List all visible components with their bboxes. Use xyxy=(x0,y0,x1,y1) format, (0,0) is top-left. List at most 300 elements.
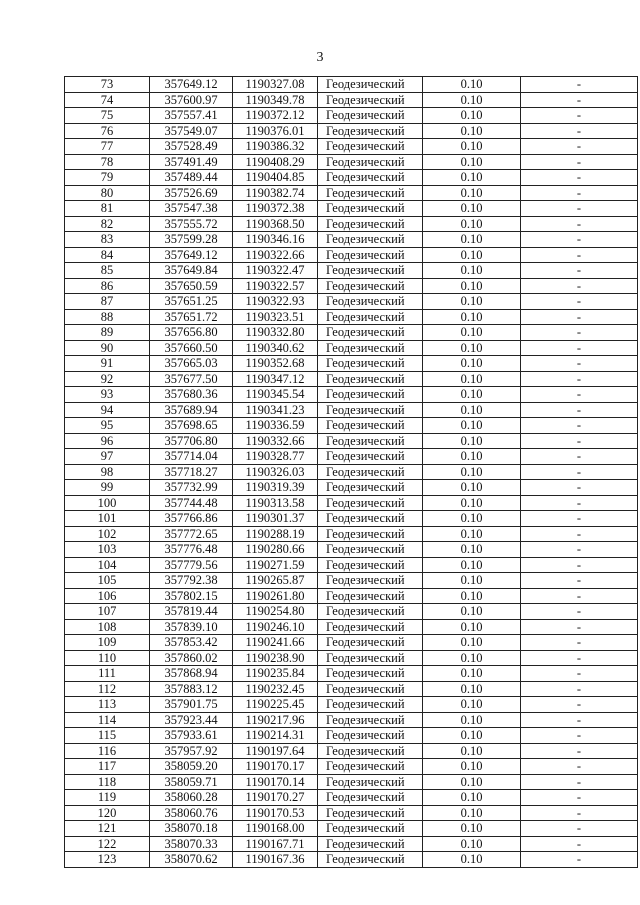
x-coordinate-cell: 358070.18 xyxy=(150,821,233,837)
point-number-cell: 99 xyxy=(65,480,150,496)
note-cell: - xyxy=(521,108,638,124)
x-coordinate-cell: 357660.50 xyxy=(150,340,233,356)
point-number-cell: 114 xyxy=(65,712,150,728)
method-cell: Геодезический xyxy=(318,123,423,139)
table-row xyxy=(65,123,638,139)
y-coordinate-cell: 1190170.17 xyxy=(233,759,318,775)
x-coordinate-cell: 357933.61 xyxy=(150,728,233,744)
point-number-cell: 82 xyxy=(65,216,150,232)
point-number-cell: 96 xyxy=(65,433,150,449)
table-row xyxy=(65,852,638,868)
note-cell: - xyxy=(521,650,638,666)
note-cell: - xyxy=(521,712,638,728)
accuracy-cell: 0.10 xyxy=(423,139,521,155)
method-cell: Геодезический xyxy=(318,247,423,263)
method-cell: Геодезический xyxy=(318,433,423,449)
x-coordinate-cell: 357776.48 xyxy=(150,542,233,558)
method-cell: Геодезический xyxy=(318,635,423,651)
y-coordinate-cell: 1190170.27 xyxy=(233,790,318,806)
x-coordinate-cell: 357651.72 xyxy=(150,309,233,325)
y-coordinate-cell: 1190341.23 xyxy=(233,402,318,418)
y-coordinate-cell: 1190346.16 xyxy=(233,232,318,248)
y-coordinate-cell: 1190327.08 xyxy=(233,77,318,93)
note-cell: - xyxy=(521,232,638,248)
x-coordinate-cell: 357868.94 xyxy=(150,666,233,682)
method-cell: Геодезический xyxy=(318,232,423,248)
accuracy-cell: 0.10 xyxy=(423,309,521,325)
y-coordinate-cell: 1190167.71 xyxy=(233,836,318,852)
table-row xyxy=(65,449,638,465)
y-coordinate-cell: 1190332.66 xyxy=(233,433,318,449)
point-number-cell: 76 xyxy=(65,123,150,139)
method-cell: Геодезический xyxy=(318,821,423,837)
note-cell: - xyxy=(521,464,638,480)
note-cell: - xyxy=(521,805,638,821)
method-cell: Геодезический xyxy=(318,728,423,744)
table-row xyxy=(65,526,638,542)
accuracy-cell: 0.10 xyxy=(423,821,521,837)
point-number-cell: 78 xyxy=(65,154,150,170)
method-cell: Геодезический xyxy=(318,92,423,108)
y-coordinate-cell: 1190386.32 xyxy=(233,139,318,155)
accuracy-cell: 0.10 xyxy=(423,263,521,279)
x-coordinate-cell: 357677.50 xyxy=(150,371,233,387)
point-number-cell: 86 xyxy=(65,278,150,294)
table-row xyxy=(65,495,638,511)
method-cell: Геодезический xyxy=(318,805,423,821)
x-coordinate-cell: 357957.92 xyxy=(150,743,233,759)
method-cell: Геодезический xyxy=(318,418,423,434)
point-number-cell: 90 xyxy=(65,340,150,356)
point-number-cell: 110 xyxy=(65,650,150,666)
point-number-cell: 91 xyxy=(65,356,150,372)
table-row xyxy=(65,836,638,852)
table-row xyxy=(65,356,638,372)
point-number-cell: 97 xyxy=(65,449,150,465)
method-cell: Геодезический xyxy=(318,185,423,201)
method-cell: Геодезический xyxy=(318,480,423,496)
method-cell: Геодезический xyxy=(318,774,423,790)
point-number-cell: 108 xyxy=(65,619,150,635)
accuracy-cell: 0.10 xyxy=(423,604,521,620)
table-row xyxy=(65,77,638,93)
method-cell: Геодезический xyxy=(318,836,423,852)
accuracy-cell: 0.10 xyxy=(423,774,521,790)
accuracy-cell: 0.10 xyxy=(423,232,521,248)
note-cell: - xyxy=(521,325,638,341)
note-cell: - xyxy=(521,619,638,635)
x-coordinate-cell: 357491.49 xyxy=(150,154,233,170)
note-cell: - xyxy=(521,635,638,651)
accuracy-cell: 0.10 xyxy=(423,402,521,418)
method-cell: Геодезический xyxy=(318,108,423,124)
note-cell: - xyxy=(521,681,638,697)
x-coordinate-cell: 357901.75 xyxy=(150,697,233,713)
note-cell: - xyxy=(521,666,638,682)
accuracy-cell: 0.10 xyxy=(423,77,521,93)
method-cell: Геодезический xyxy=(318,294,423,310)
table-row xyxy=(65,464,638,480)
accuracy-cell: 0.10 xyxy=(423,588,521,604)
method-cell: Геодезический xyxy=(318,666,423,682)
note-cell: - xyxy=(521,247,638,263)
y-coordinate-cell: 1190382.74 xyxy=(233,185,318,201)
accuracy-cell: 0.10 xyxy=(423,495,521,511)
y-coordinate-cell: 1190322.47 xyxy=(233,263,318,279)
note-cell: - xyxy=(521,759,638,775)
note-cell: - xyxy=(521,77,638,93)
point-number-cell: 107 xyxy=(65,604,150,620)
x-coordinate-cell: 357656.80 xyxy=(150,325,233,341)
table-row xyxy=(65,573,638,589)
y-coordinate-cell: 1190322.57 xyxy=(233,278,318,294)
x-coordinate-cell: 357706.80 xyxy=(150,433,233,449)
accuracy-cell: 0.10 xyxy=(423,650,521,666)
table-row xyxy=(65,480,638,496)
x-coordinate-cell: 358060.76 xyxy=(150,805,233,821)
x-coordinate-cell: 357792.38 xyxy=(150,573,233,589)
method-cell: Геодезический xyxy=(318,201,423,217)
x-coordinate-cell: 357547.38 xyxy=(150,201,233,217)
accuracy-cell: 0.10 xyxy=(423,805,521,821)
x-coordinate-cell: 358070.62 xyxy=(150,852,233,868)
point-number-cell: 101 xyxy=(65,511,150,527)
x-coordinate-cell: 357819.44 xyxy=(150,604,233,620)
note-cell: - xyxy=(521,139,638,155)
x-coordinate-cell: 357649.12 xyxy=(150,77,233,93)
accuracy-cell: 0.10 xyxy=(423,294,521,310)
y-coordinate-cell: 1190271.59 xyxy=(233,557,318,573)
method-cell: Геодезический xyxy=(318,759,423,775)
y-coordinate-cell: 1190313.58 xyxy=(233,495,318,511)
point-number-cell: 105 xyxy=(65,573,150,589)
point-number-cell: 92 xyxy=(65,371,150,387)
table-row xyxy=(65,185,638,201)
y-coordinate-cell: 1190261.80 xyxy=(233,588,318,604)
note-cell: - xyxy=(521,294,638,310)
table-row xyxy=(65,216,638,232)
x-coordinate-cell: 357698.65 xyxy=(150,418,233,434)
point-number-cell: 88 xyxy=(65,309,150,325)
table-row xyxy=(65,154,638,170)
point-number-cell: 117 xyxy=(65,759,150,775)
note-cell: - xyxy=(521,418,638,434)
table-row xyxy=(65,650,638,666)
note-cell: - xyxy=(521,852,638,868)
x-coordinate-cell: 357839.10 xyxy=(150,619,233,635)
x-coordinate-cell: 358060.28 xyxy=(150,790,233,806)
y-coordinate-cell: 1190322.66 xyxy=(233,247,318,263)
accuracy-cell: 0.10 xyxy=(423,247,521,263)
table-row xyxy=(65,201,638,217)
table-row xyxy=(65,92,638,108)
accuracy-cell: 0.10 xyxy=(423,635,521,651)
point-number-cell: 116 xyxy=(65,743,150,759)
point-number-cell: 83 xyxy=(65,232,150,248)
point-number-cell: 113 xyxy=(65,697,150,713)
table-row xyxy=(65,340,638,356)
accuracy-cell: 0.10 xyxy=(423,557,521,573)
point-number-cell: 84 xyxy=(65,247,150,263)
y-coordinate-cell: 1190328.77 xyxy=(233,449,318,465)
accuracy-cell: 0.10 xyxy=(423,170,521,186)
y-coordinate-cell: 1190168.00 xyxy=(233,821,318,837)
x-coordinate-cell: 357555.72 xyxy=(150,216,233,232)
accuracy-cell: 0.10 xyxy=(423,619,521,635)
accuracy-cell: 0.10 xyxy=(423,836,521,852)
point-number-cell: 111 xyxy=(65,666,150,682)
accuracy-cell: 0.10 xyxy=(423,123,521,139)
y-coordinate-cell: 1190368.50 xyxy=(233,216,318,232)
point-number-cell: 106 xyxy=(65,588,150,604)
table-row xyxy=(65,294,638,310)
y-coordinate-cell: 1190254.80 xyxy=(233,604,318,620)
note-cell: - xyxy=(521,821,638,837)
accuracy-cell: 0.10 xyxy=(423,418,521,434)
note-cell: - xyxy=(521,526,638,542)
y-coordinate-cell: 1190376.01 xyxy=(233,123,318,139)
point-number-cell: 81 xyxy=(65,201,150,217)
table-row xyxy=(65,805,638,821)
note-cell: - xyxy=(521,278,638,294)
point-number-cell: 123 xyxy=(65,852,150,868)
point-number-cell: 120 xyxy=(65,805,150,821)
method-cell: Геодезический xyxy=(318,697,423,713)
x-coordinate-cell: 357665.03 xyxy=(150,356,233,372)
accuracy-cell: 0.10 xyxy=(423,185,521,201)
point-number-cell: 73 xyxy=(65,77,150,93)
note-cell: - xyxy=(521,356,638,372)
table-row xyxy=(65,309,638,325)
accuracy-cell: 0.10 xyxy=(423,852,521,868)
method-cell: Геодезический xyxy=(318,573,423,589)
x-coordinate-cell: 357489.44 xyxy=(150,170,233,186)
y-coordinate-cell: 1190336.59 xyxy=(233,418,318,434)
point-number-cell: 100 xyxy=(65,495,150,511)
x-coordinate-cell: 357732.99 xyxy=(150,480,233,496)
note-cell: - xyxy=(521,836,638,852)
y-coordinate-cell: 1190241.66 xyxy=(233,635,318,651)
method-cell: Геодезический xyxy=(318,743,423,759)
table-row xyxy=(65,728,638,744)
y-coordinate-cell: 1190280.66 xyxy=(233,542,318,558)
table-row xyxy=(65,759,638,775)
point-number-cell: 98 xyxy=(65,464,150,480)
method-cell: Геодезический xyxy=(318,495,423,511)
accuracy-cell: 0.10 xyxy=(423,526,521,542)
point-number-cell: 77 xyxy=(65,139,150,155)
table-row xyxy=(65,232,638,248)
method-cell: Геодезический xyxy=(318,340,423,356)
table-row xyxy=(65,387,638,403)
method-cell: Геодезический xyxy=(318,650,423,666)
point-number-cell: 103 xyxy=(65,542,150,558)
x-coordinate-cell: 357528.49 xyxy=(150,139,233,155)
y-coordinate-cell: 1190288.19 xyxy=(233,526,318,542)
accuracy-cell: 0.10 xyxy=(423,356,521,372)
accuracy-cell: 0.10 xyxy=(423,681,521,697)
accuracy-cell: 0.10 xyxy=(423,480,521,496)
accuracy-cell: 0.10 xyxy=(423,201,521,217)
note-cell: - xyxy=(521,449,638,465)
y-coordinate-cell: 1190372.12 xyxy=(233,108,318,124)
table-row xyxy=(65,588,638,604)
method-cell: Геодезический xyxy=(318,356,423,372)
method-cell: Геодезический xyxy=(318,139,423,155)
point-number-cell: 112 xyxy=(65,681,150,697)
x-coordinate-cell: 357802.15 xyxy=(150,588,233,604)
x-coordinate-cell: 357689.94 xyxy=(150,402,233,418)
table-row xyxy=(65,371,638,387)
x-coordinate-cell: 357526.69 xyxy=(150,185,233,201)
x-coordinate-cell: 357600.97 xyxy=(150,92,233,108)
x-coordinate-cell: 357772.65 xyxy=(150,526,233,542)
table-row xyxy=(65,743,638,759)
y-coordinate-cell: 1190323.51 xyxy=(233,309,318,325)
y-coordinate-cell: 1190170.14 xyxy=(233,774,318,790)
method-cell: Геодезический xyxy=(318,449,423,465)
x-coordinate-cell: 357883.12 xyxy=(150,681,233,697)
table-row xyxy=(65,681,638,697)
note-cell: - xyxy=(521,340,638,356)
y-coordinate-cell: 1190345.54 xyxy=(233,387,318,403)
note-cell: - xyxy=(521,588,638,604)
accuracy-cell: 0.10 xyxy=(423,573,521,589)
y-coordinate-cell: 1190217.96 xyxy=(233,712,318,728)
y-coordinate-cell: 1190326.03 xyxy=(233,464,318,480)
point-number-cell: 118 xyxy=(65,774,150,790)
accuracy-cell: 0.10 xyxy=(423,449,521,465)
y-coordinate-cell: 1190265.87 xyxy=(233,573,318,589)
accuracy-cell: 0.10 xyxy=(423,340,521,356)
x-coordinate-cell: 357549.07 xyxy=(150,123,233,139)
note-cell: - xyxy=(521,573,638,589)
coordinates-table-body xyxy=(65,77,638,868)
point-number-cell: 95 xyxy=(65,418,150,434)
method-cell: Геодезический xyxy=(318,557,423,573)
y-coordinate-cell: 1190197.64 xyxy=(233,743,318,759)
note-cell: - xyxy=(521,387,638,403)
table-row xyxy=(65,511,638,527)
accuracy-cell: 0.10 xyxy=(423,464,521,480)
x-coordinate-cell: 358070.33 xyxy=(150,836,233,852)
page-number: 3 xyxy=(316,50,324,65)
method-cell: Геодезический xyxy=(318,309,423,325)
accuracy-cell: 0.10 xyxy=(423,92,521,108)
x-coordinate-cell: 357853.42 xyxy=(150,635,233,651)
method-cell: Геодезический xyxy=(318,712,423,728)
point-number-cell: 85 xyxy=(65,263,150,279)
x-coordinate-cell: 357923.44 xyxy=(150,712,233,728)
table-row xyxy=(65,635,638,651)
x-coordinate-cell: 358059.20 xyxy=(150,759,233,775)
note-cell: - xyxy=(521,216,638,232)
accuracy-cell: 0.10 xyxy=(423,108,521,124)
accuracy-cell: 0.10 xyxy=(423,325,521,341)
y-coordinate-cell: 1190246.10 xyxy=(233,619,318,635)
table-row xyxy=(65,402,638,418)
point-number-cell: 93 xyxy=(65,387,150,403)
table-row xyxy=(65,108,638,124)
note-cell: - xyxy=(521,154,638,170)
table-row xyxy=(65,278,638,294)
point-number-cell: 122 xyxy=(65,836,150,852)
x-coordinate-cell: 357680.36 xyxy=(150,387,233,403)
note-cell: - xyxy=(521,743,638,759)
table-row xyxy=(65,557,638,573)
table-row xyxy=(65,247,638,263)
method-cell: Геодезический xyxy=(318,542,423,558)
note-cell: - xyxy=(521,371,638,387)
method-cell: Геодезический xyxy=(318,511,423,527)
coordinates-table xyxy=(64,76,638,868)
y-coordinate-cell: 1190372.38 xyxy=(233,201,318,217)
method-cell: Геодезический xyxy=(318,154,423,170)
point-number-cell: 75 xyxy=(65,108,150,124)
y-coordinate-cell: 1190408.29 xyxy=(233,154,318,170)
accuracy-cell: 0.10 xyxy=(423,371,521,387)
y-coordinate-cell: 1190349.78 xyxy=(233,92,318,108)
note-cell: - xyxy=(521,774,638,790)
note-cell: - xyxy=(521,790,638,806)
x-coordinate-cell: 357557.41 xyxy=(150,108,233,124)
note-cell: - xyxy=(521,728,638,744)
accuracy-cell: 0.10 xyxy=(423,511,521,527)
accuracy-cell: 0.10 xyxy=(423,216,521,232)
accuracy-cell: 0.10 xyxy=(423,697,521,713)
note-cell: - xyxy=(521,402,638,418)
method-cell: Геодезический xyxy=(318,402,423,418)
note-cell: - xyxy=(521,263,638,279)
point-number-cell: 79 xyxy=(65,170,150,186)
method-cell: Геодезический xyxy=(318,790,423,806)
y-coordinate-cell: 1190319.39 xyxy=(233,480,318,496)
note-cell: - xyxy=(521,170,638,186)
note-cell: - xyxy=(521,201,638,217)
y-coordinate-cell: 1190170.53 xyxy=(233,805,318,821)
method-cell: Геодезический xyxy=(318,325,423,341)
method-cell: Геодезический xyxy=(318,619,423,635)
x-coordinate-cell: 357779.56 xyxy=(150,557,233,573)
y-coordinate-cell: 1190235.84 xyxy=(233,666,318,682)
method-cell: Геодезический xyxy=(318,170,423,186)
y-coordinate-cell: 1190167.36 xyxy=(233,852,318,868)
y-coordinate-cell: 1190340.62 xyxy=(233,340,318,356)
x-coordinate-cell: 357718.27 xyxy=(150,464,233,480)
table-row xyxy=(65,325,638,341)
table-row xyxy=(65,604,638,620)
accuracy-cell: 0.10 xyxy=(423,542,521,558)
point-number-cell: 104 xyxy=(65,557,150,573)
method-cell: Геодезический xyxy=(318,588,423,604)
x-coordinate-cell: 357766.86 xyxy=(150,511,233,527)
method-cell: Геодезический xyxy=(318,464,423,480)
accuracy-cell: 0.10 xyxy=(423,433,521,449)
accuracy-cell: 0.10 xyxy=(423,743,521,759)
method-cell: Геодезический xyxy=(318,681,423,697)
note-cell: - xyxy=(521,309,638,325)
y-coordinate-cell: 1190232.45 xyxy=(233,681,318,697)
y-coordinate-cell: 1190301.37 xyxy=(233,511,318,527)
point-number-cell: 121 xyxy=(65,821,150,837)
accuracy-cell: 0.10 xyxy=(423,387,521,403)
point-number-cell: 80 xyxy=(65,185,150,201)
note-cell: - xyxy=(521,92,638,108)
table-row xyxy=(65,666,638,682)
y-coordinate-cell: 1190238.90 xyxy=(233,650,318,666)
y-coordinate-cell: 1190332.80 xyxy=(233,325,318,341)
table-row xyxy=(65,433,638,449)
